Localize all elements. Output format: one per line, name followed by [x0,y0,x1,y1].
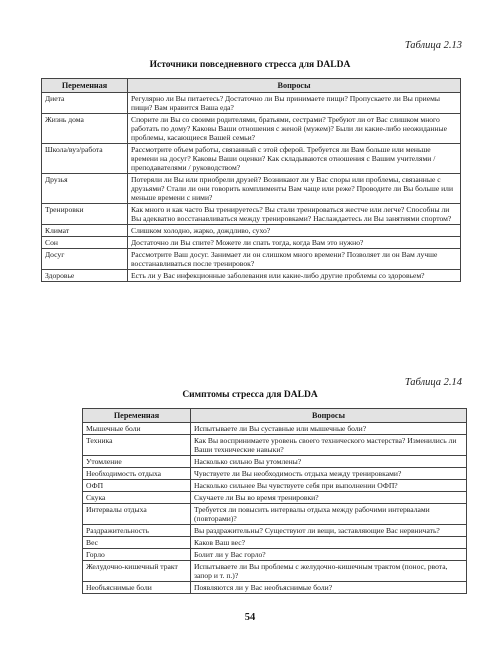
column-header-questions: Вопросы [128,79,461,93]
variable-cell: Желудочно-кишечный тракт [83,561,191,582]
questions-cell: Чувствуете ли Вы необходимость отдыха между тренировками? [191,468,467,480]
table-row [42,144,461,174]
variable-cell: Утомление [83,456,191,468]
questions-cell: Скучаете ли Вы во время тренировки? [191,492,467,504]
variable-cell: Школа/вуз/работа [42,144,128,174]
questions-cell: Испытываете ли Вы проблемы с желудочно-кишечным трактом (понос, рвота, запор и т. п.)? [191,561,467,582]
questions-cell: Как Вы воспринимаете уровень своего технического мастерства? Изменились ли Ваши технические навыки? [191,435,467,456]
questions-cell: Рассмотрите Ваш досуг. Занимает ли он слишком много времени? Позволяет ли он Вам лучше восстанавливаться после тренировок? [128,249,461,270]
questions-cell: Испытываете ли Вы суставные или мышечные боли? [191,423,467,435]
questions-cell: Появляются ли у Вас необъяснимые боли? [191,582,467,594]
variable-cell: ОФП [83,480,191,492]
table-row [83,456,467,468]
questions-cell: Регулярно ли Вы питаетесь? Достаточно ли Вы принимаете пищи? Пропускаете ли Вы приемы пищи? Вам нравится Ваша еда? [128,93,461,114]
questions-cell: Требуется ли повысить интервалы отдыха между рабочими интервалами (повторами)? [191,504,467,525]
questions-cell: Слишком холодно, жарко, дождливо, сухо? [128,225,461,237]
variable-cell: Интервалы отдыха [83,504,191,525]
table-row [83,561,467,582]
table-row [83,582,467,594]
variable-cell: Горло [83,549,191,561]
variable-cell: Необъяснимые боли [83,582,191,594]
table-row [42,225,461,237]
table-row [83,549,467,561]
questions-cell: Насколько сильнее Вы чувствуете себя при выполнении ОФП? [191,480,467,492]
questions-cell: Достаточно ли Вы спите? Можете ли спать тогда, когда Вам это нужно? [128,237,461,249]
table-title: Источники повседневного стресса для DALDA [149,60,351,70]
table-row [42,114,461,144]
variable-cell: Раздражительность [83,525,191,537]
variable-cell: Диета [42,93,128,114]
table-row [83,504,467,525]
variable-cell: Мышечные боли [83,423,191,435]
page-number: 54 [244,612,256,623]
table-row [83,537,467,549]
table-title: Симптомы стресса для DALDA [182,390,318,400]
table-row [83,468,467,480]
table-row [42,174,461,204]
variable-cell: Климат [42,225,128,237]
questions-cell: Вы раздражительны? Существуют ли вещи, заставляющие Вас нервничать? [191,525,467,537]
table-number: Таблица 2.13 [404,40,462,51]
table-row [83,480,467,492]
table-row [42,204,461,225]
variable-cell: Вес [83,537,191,549]
table-number: Таблица 2.14 [404,377,462,388]
variable-cell: Тренировки [42,204,128,225]
table-row [42,249,461,270]
questions-cell: Потеряли ли Вы или приобрели друзей? Возникают ли у Вас споры или проблемы, связанные с друзьями? Стали ли они говорить комплименты Вам чаще или реже? Проводите ли Вы больше или меньше времени с ними? [128,174,461,204]
stress-symptoms-table [82,408,467,594]
questions-cell: Каков Ваш вес? [191,537,467,549]
variable-cell: Здоровье [42,270,128,282]
table-row [83,423,467,435]
column-header-variable: Переменная [42,79,128,93]
questions-cell: Есть ли у Вас инфекционные заболевания или какие-либо другие проблемы со здоровьем? [128,270,461,282]
stress-sources-table [41,78,461,282]
table-row [42,270,461,282]
table-row [83,525,467,537]
table-row [42,93,461,114]
variable-cell: Друзья [42,174,128,204]
questions-cell: Как много и как часто Вы тренируетесь? Вы стали тренироваться жестче или легче? Способны ли Вы адекватно восстанавливаться между тренировками? Наслаждаетесь ли Вы занятиями спортом? [128,204,461,225]
column-header-variable: Переменная [83,409,191,423]
questions-cell: Спорите ли Вы со своими родителями, братьями, сестрами? Требуют ли от Вас слишком много работать по дому? Каковы Ваши отношения с женой (мужем)? Были ли какие-либо неожиданные проблемы, касающиеся Вашей семьи? [128,114,461,144]
questions-cell: Насколько сильно Вы утомлены? [191,456,467,468]
variable-cell: Необходимость отдыха [83,468,191,480]
variable-cell: Сон [42,237,128,249]
table-row [42,237,461,249]
questions-cell: Рассмотрите объем работы, связанный с этой сферой. Требуется ли Вам больше или меньше времени на досуг? Каковы Ваши оценки? Как складываются отношения с Вашим учителями / преподавателями / руководством? [128,144,461,174]
variable-cell: Жизнь дома [42,114,128,144]
questions-cell: Болит ли у Вас горло? [191,549,467,561]
variable-cell: Скука [83,492,191,504]
table-row [83,492,467,504]
variable-cell: Техника [83,435,191,456]
table-row [83,435,467,456]
column-header-questions: Вопросы [191,409,467,423]
variable-cell: Досуг [42,249,128,270]
